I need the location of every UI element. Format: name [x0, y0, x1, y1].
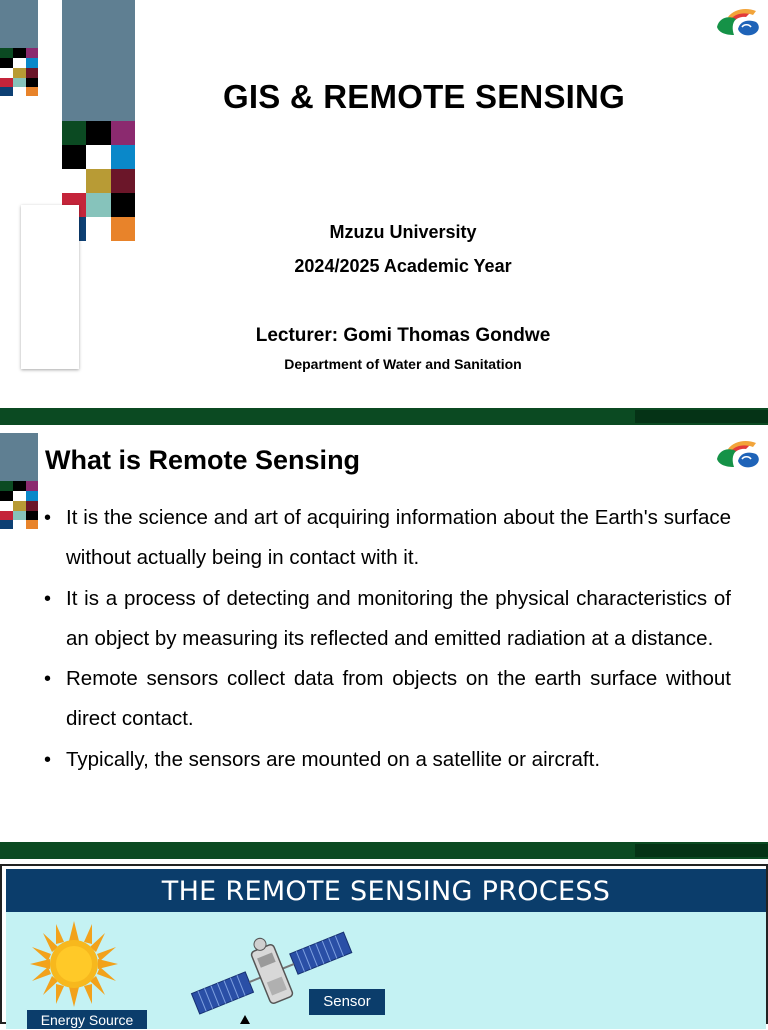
- university-logo-icon: [716, 3, 762, 39]
- bullet-item: • It is the science and art of acquiring information about the Earth's surface without actually being in contact with it.: [40, 498, 731, 579]
- slide-title: What is Remote Sensing: [45, 445, 361, 475]
- university-logo-icon: [716, 435, 762, 471]
- slide-3-header: THE REMOTE SENSING PROCESS: [6, 869, 766, 912]
- decorative-mosaic-small: [0, 0, 38, 96]
- decorative-mosaic-slide2: [0, 433, 38, 529]
- bullet-item: • It is a process of detecting and monitoring the physical characteristics of an object by measuring its reflected and emitted radiation at a distance.: [40, 579, 731, 660]
- sun-icon: [28, 919, 120, 1009]
- slide-1: [0, 0, 768, 408]
- energy-source-label: Energy Source: [27, 1010, 147, 1029]
- slide-divider-2: [0, 842, 768, 859]
- lecturer-name: Lecturer: Gomi Thomas Gondwe: [255, 325, 551, 346]
- bullet-list: [40, 498, 731, 780]
- sensor-label: Sensor: [309, 989, 385, 1015]
- bullet-item: • Remote sensors collect data from objects on the earth surface without direct contact.: [40, 659, 731, 740]
- slide-divider-1: [0, 408, 768, 425]
- bullet-item: • Typically, the sensors are mounted on a satellite or aircraft.: [40, 740, 731, 780]
- academic-year: 2024/2025 Academic Year: [294, 256, 512, 276]
- department-name: Department of Water and Sanitation: [284, 356, 522, 372]
- slide-3-canvas: [6, 869, 766, 1029]
- presentation-title: GIS & REMOTE SENSING: [223, 78, 625, 115]
- signal-arrow: [240, 1015, 250, 1024]
- slide-3: [0, 864, 768, 1028]
- university-name: Mzuzu University: [329, 222, 477, 242]
